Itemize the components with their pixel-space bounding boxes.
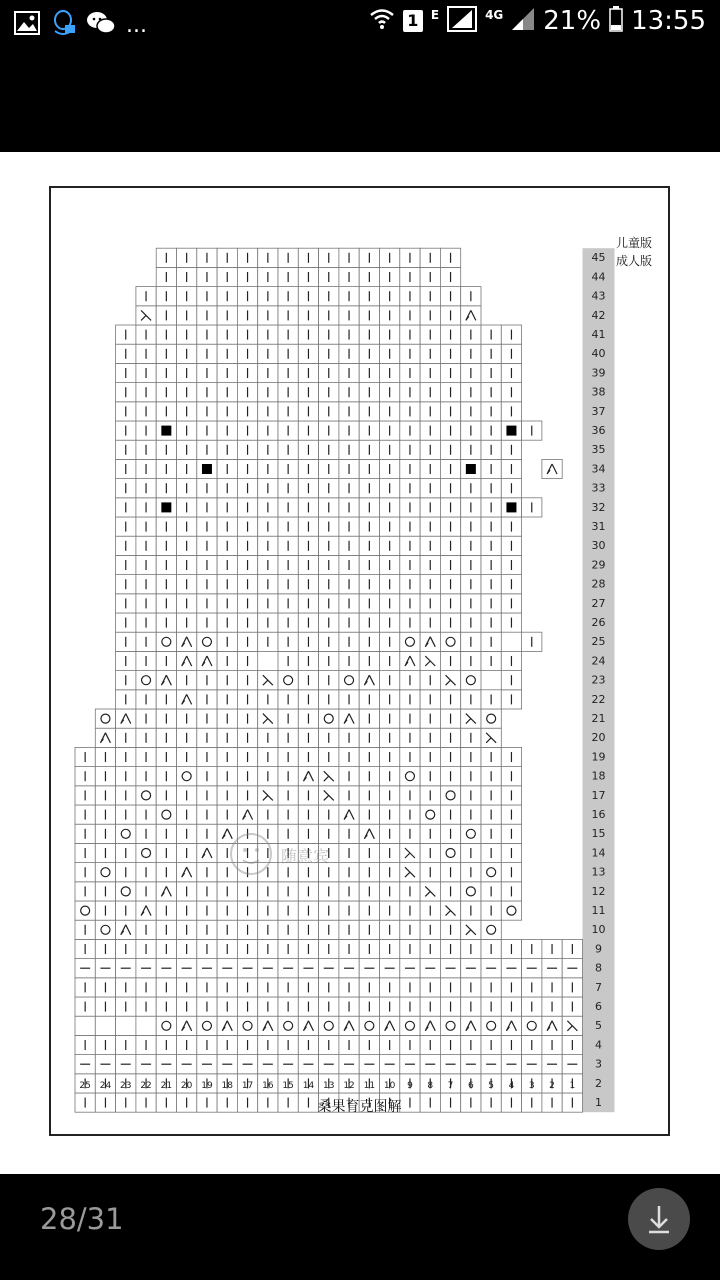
row-label: 28 [591,577,606,591]
chart-cell [156,1016,176,1035]
more-notifications: ... [126,12,147,38]
chart-cell [95,728,115,747]
bobble-symbol [466,464,476,474]
row-label: 32 [591,500,606,514]
chart-cell [440,632,460,651]
chart-cell [278,671,298,690]
chart-cell [95,1016,115,1035]
row-label: 43 [591,289,606,303]
chart-cell [136,671,156,690]
watermark-text: 随意宾 [281,847,330,866]
battery-percent: 21% [543,6,602,36]
chart-cell [136,786,156,805]
chart-cell [197,843,217,862]
column-label: 18 [221,1081,233,1091]
column-label: 8 [427,1081,434,1091]
status-bar [0,0,720,50]
bobble-symbol [161,502,171,512]
row-label: 18 [591,769,606,783]
column-label: 16 [262,1081,274,1091]
row-label: 34 [591,462,606,476]
chart-cell [177,863,197,882]
row-label: 40 [591,347,606,361]
row-label: 15 [591,827,606,841]
signal-icon [447,6,477,36]
chart-cell [177,1016,197,1035]
chart-cell [461,882,481,901]
chart-cell [420,805,440,824]
page-indicator: 28/31 [40,1202,124,1236]
row-label: 2 [595,1076,602,1090]
row-label: 45 [591,251,606,265]
row-label: 22 [591,692,606,706]
chart-caption: 桑果育克图解 [317,1099,402,1115]
chart-cell [501,1016,521,1035]
row-label: 39 [591,366,606,380]
version-label-child: 儿童版 [616,236,653,250]
chart-cell [278,1016,298,1035]
chart-cell [75,901,95,920]
chart-cell [237,805,257,824]
column-label: 7 [447,1081,454,1091]
chart-cell [461,671,481,690]
column-label: 2 [549,1081,555,1091]
row-label: 27 [591,596,606,610]
image-viewer[interactable] [0,152,720,1174]
chart-cell [177,651,197,670]
status-left [14,9,147,41]
image-icon [14,11,40,39]
chart-cell [400,767,420,786]
row-label: 44 [591,270,606,284]
column-label: 20 [180,1081,193,1091]
chart-cell [420,1016,440,1035]
bottom-bar [0,1174,720,1280]
version-label-adult: 成人版 [616,254,653,268]
row-label: 16 [591,808,606,821]
chart-cell [359,671,379,690]
row-label: 41 [591,328,606,341]
row-label: 17 [591,788,606,802]
row-label: 7 [595,980,602,994]
row-label: 3 [595,1057,602,1071]
row-label: 13 [591,865,606,879]
signal-2-icon [511,7,535,35]
column-label: 11 [363,1081,376,1091]
chart-cell [501,901,521,920]
column-label: 10 [383,1081,396,1091]
row-label: 1 [595,1096,602,1109]
row-label: 36 [591,424,606,437]
row-label: 11 [591,904,606,917]
column-label: 14 [302,1081,315,1091]
column-label: 21 [160,1081,173,1091]
chart-cell [440,1016,460,1035]
row-label: 19 [591,750,606,764]
knitting-chart [51,188,668,1134]
chart-cell [440,843,460,862]
chart-cell [136,901,156,920]
chart-cell [461,306,481,325]
column-label: 24 [99,1081,112,1091]
chart-cell [197,651,217,670]
chart-cell [481,709,501,728]
chart-cell [156,882,176,901]
row-label: 24 [591,654,606,668]
chart-cell [339,805,359,824]
clock: 13:55 [631,6,706,36]
download-icon [628,1188,690,1250]
bobble-symbol [161,426,171,436]
row-label: 4 [595,1038,602,1052]
column-label: 1 [569,1081,576,1091]
chart-cell [177,632,197,651]
chart-cell [197,632,217,651]
chart-cell [116,882,136,901]
row-label: 8 [595,961,602,975]
network-e-label: E [430,8,440,22]
column-label: 17 [241,1081,254,1091]
column-label: 25 [79,1081,91,1091]
chart-cell [156,805,176,824]
chart-cell [400,632,420,651]
chart-cell [481,1016,501,1035]
sim-badge: 1 [403,10,423,32]
row-label: 37 [591,404,606,418]
chart-cell [298,767,318,786]
column-label: 4 [508,1081,515,1091]
chart-cell [156,632,176,651]
bobble-symbol [202,464,212,474]
column-label: 23 [120,1081,132,1091]
watermark [229,830,389,884]
row-label: 21 [591,712,606,725]
chart-page [49,186,670,1136]
chart-cell [319,1016,339,1035]
chart-cell [339,709,359,728]
chart-cell [95,920,115,939]
column-label: 22 [140,1081,152,1091]
chart-cell [95,863,115,882]
chart-cell [461,1016,481,1035]
row-label: 30 [591,539,606,553]
chart-cell [339,671,359,690]
chart-cell [339,1016,359,1035]
row-label: 23 [591,673,606,687]
wifi-icon [369,6,395,36]
chart-cell [116,709,136,728]
chart-cell [116,1016,136,1035]
row-label: 31 [591,520,606,533]
chart-cell [522,1016,542,1035]
row-label: 14 [591,846,606,860]
chart-cell [481,863,501,882]
chart-cell [298,1016,318,1035]
chart-cell [400,1016,420,1035]
chart-cell [156,671,176,690]
chart-cell [136,1016,156,1035]
chart-cell [237,1016,257,1035]
row-label: 29 [591,558,606,572]
chart-cell [258,1016,278,1035]
row-label: 10 [591,923,606,937]
chart-cell [380,1016,400,1035]
chart-cell [116,920,136,939]
chart-cell [75,1016,95,1035]
column-label: 9 [407,1081,413,1091]
battery-icon [609,6,623,36]
row-label: 6 [595,1000,602,1013]
row-label: 26 [591,616,606,629]
column-label: 5 [488,1081,495,1091]
column-label: 12 [343,1081,355,1091]
column-label: 3 [528,1081,535,1091]
row-label: 9 [595,942,602,956]
chart-cell [461,824,481,843]
row-label: 20 [591,731,606,745]
bobble-symbol [506,426,516,436]
column-label: 13 [323,1081,335,1091]
chart-cell [217,1016,237,1035]
row-label: 25 [591,635,606,649]
row-label: 35 [591,443,606,457]
row-label: 12 [591,884,606,898]
chart-cell [400,651,420,670]
row-label: 5 [595,1019,602,1033]
status-right [369,6,706,36]
chart-cell [420,632,440,651]
chart-cell [136,843,156,862]
chart-cell [177,767,197,786]
chart-cell [197,1016,217,1035]
network-4g-label: 4G [485,8,504,22]
column-label: 15 [282,1081,294,1091]
download-button[interactable] [628,1188,690,1250]
chart-cell [542,459,562,478]
column-label: 19 [201,1081,213,1091]
chart-cell [542,1016,562,1035]
qq-icon [50,9,76,41]
chart-cell [95,709,115,728]
column-label: 6 [467,1081,474,1091]
chart-cell [177,690,197,709]
chart-cell [319,709,339,728]
chart-cell [116,824,136,843]
row-label: 38 [591,385,606,399]
wechat-icon [86,10,116,40]
chart-cell [481,920,501,939]
row-label: 42 [591,308,606,322]
chart-cell [440,786,460,805]
bobble-symbol [506,502,516,512]
chart-cell [359,1016,379,1035]
row-label: 33 [591,481,606,495]
